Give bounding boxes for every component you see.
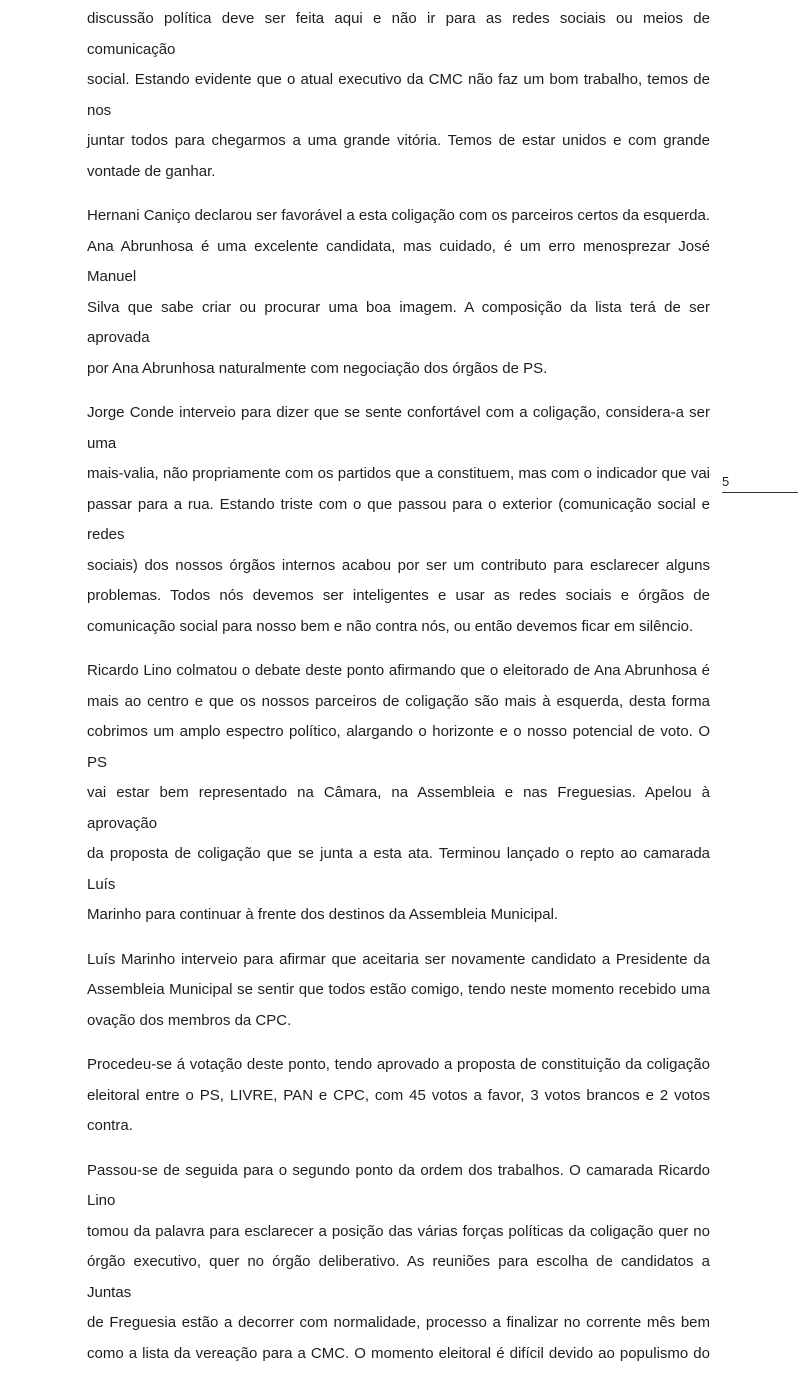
- text-line: vontade de ganhar.: [87, 162, 216, 180]
- text-line: Passou-se de seguida para o segundo ponto da ordem dos trabalhos. O camarada Ricardo Lino: [87, 1161, 710, 1209]
- paragraph: [87, 1050, 710, 1142]
- text-line: discussão política deve ser feita aqui e não ir para as redes sociais ou meios de comunicação: [87, 10, 710, 58]
- text-line: Ricardo Lino colmatou o debate deste ponto afirmando que o eleitorado de Ana Abrunhosa é: [87, 662, 710, 679]
- text-line: Marinho para continuar à frente dos destinos da Assembleia Municipal.: [87, 906, 559, 923]
- text-line: problemas. Todos nós devemos ser inteligentes e usar as redes sociais e órgãos de: [87, 587, 710, 604]
- text-line: Jorge Conde interveio para dizer que se sente confortável com a coligação, considera-a ser uma: [87, 404, 710, 452]
- text-line: ovação dos membros da CPC.: [87, 1011, 292, 1029]
- text-line: juntar todos para chegarmos a uma grande vitória. Temos de estar unidos e com grande: [87, 132, 710, 149]
- text-line: mais ao centro e que os nossos parceiros de coligação são mais à esquerda, desta forma: [87, 692, 710, 710]
- text-line: órgão executivo, quer no órgão deliberativo. As reuniões para escolha de candidatos a Juntas: [87, 1253, 710, 1301]
- text-line: Assembleia Municipal se sentir que todos estão comigo, tendo neste momento recebido uma: [87, 981, 710, 998]
- paragraph: [87, 945, 710, 1037]
- text-line: tomou da palavra para esclarecer a posição das várias forças políticas da coligação quer no: [87, 1222, 710, 1240]
- text-line: Ana Abrunhosa é uma excelente candidata, mas cuidado, é um erro menosprezar José Manuel: [87, 237, 710, 285]
- text-line: por Ana Abrunhosa naturalmente com negociação dos órgãos de PS.: [87, 359, 548, 377]
- text-line: como a lista da vereação para a CMC. O momento eleitoral é difícil devido ao populismo do: [87, 1344, 710, 1362]
- paragraph: [87, 656, 710, 931]
- paragraph: [87, 1156, 710, 1370]
- text-line: Luís Marinho interveio para afirmar que aceitaria ser novamente candidato a Presidente da: [87, 950, 710, 968]
- paragraph: [87, 398, 710, 642]
- text-line: cobrimos um amplo espectro político, alargando o horizonte e o nosso potencial de voto. O PS: [87, 723, 710, 771]
- text-line: mais-valia, não propriamente com os partidos que a constituem, mas com o indicador que vai: [87, 465, 710, 482]
- text-line: eleitoral entre o PS, LIVRE, PAN e CPC, com 45 votos a favor, 3 votos brancos e 2 votos contra.: [87, 1086, 710, 1134]
- text-line: sociais) dos nossos órgãos internos acabou por ser um contributo para esclarecer alguns: [87, 556, 710, 574]
- paragraph: [87, 4, 710, 187]
- text-line: Procedeu-se á votação deste ponto, tendo aprovado a proposta de constituição da coligação: [87, 1056, 710, 1073]
- text-line: social. Estando evidente que o atual executivo da CMC não faz um bom trabalho, temos de nos: [87, 71, 710, 119]
- text-line: vai estar bem representado na Câmara, na Assembleia e nas Freguesias. Apelou à aprovação: [87, 784, 710, 832]
- text-line: passar para a rua. Estando triste com o que passou para o exterior (comunicação social e redes: [87, 495, 710, 543]
- document-body: [87, 4, 710, 1383]
- text-line: comunicação social para nosso bem e não contra nós, ou então devemos ficar em silêncio.: [87, 617, 694, 635]
- margin-comment-number: 5: [722, 474, 730, 489]
- text-line: da proposta de coligação que se junta a esta ata. Terminou lançado o repto ao camarada Luís: [87, 845, 710, 893]
- text-line: Silva que sabe criar ou procurar uma boa imagem. A composição da lista terá de ser aprovada: [87, 298, 710, 346]
- text-line: Hernani Caniço declarou ser favorável a esta coligação com os parceiros certos da esquerda.: [87, 207, 710, 224]
- margin-comment-line: [722, 492, 798, 493]
- text-line: de Freguesia estão a decorrer com normalidade, processo a finalizar no corrente mês bem: [87, 1314, 710, 1331]
- paragraph: [87, 201, 710, 384]
